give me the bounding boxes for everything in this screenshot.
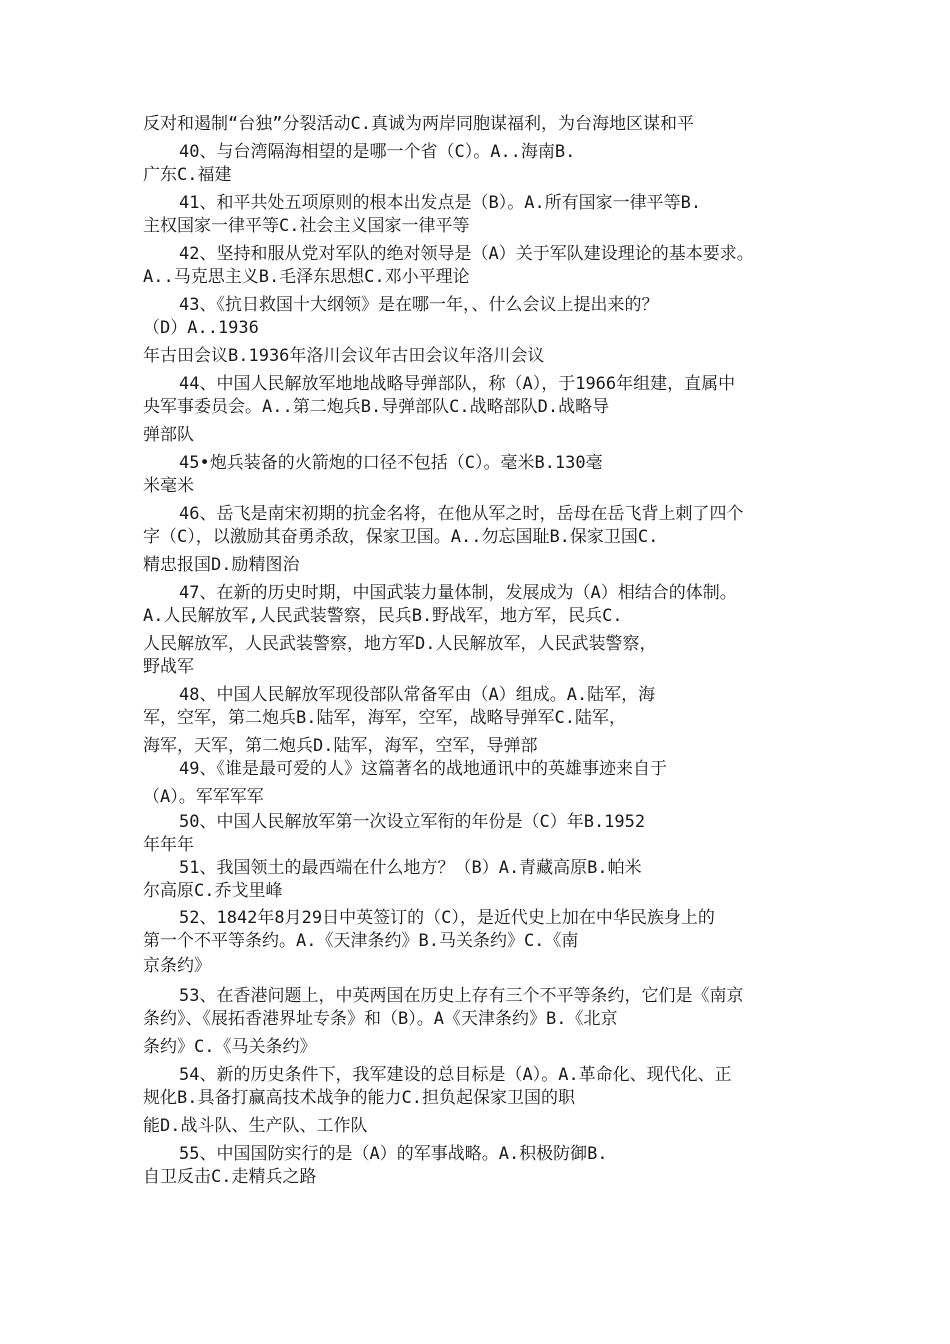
text-line: （A）。军军军军 xyxy=(143,787,264,807)
text-line: 42、坚持和服从党对军队的绝对领导是（A）关于军队建设理论的基本要求。 xyxy=(179,244,754,264)
text-line: 54、新的历史条件下，我军建设的总目标是（A）。A.革命化、现代化、正 xyxy=(179,1065,732,1085)
text-line: 规化B.具备打赢高技术战争的能力C.担负起保家卫国的职 xyxy=(143,1088,575,1108)
text-line: 野战军 xyxy=(143,657,194,677)
text-line: 45•炮兵装备的火箭炮的口径不包括（C）。毫米B.130毫 xyxy=(179,453,603,473)
text-line: 自卫反击C.走精兵之路 xyxy=(143,1167,317,1187)
text-line: 条约》C.《马关条约》 xyxy=(143,1037,317,1057)
text-line: 47、在新的历史时期，中国武装力量体制，发展成为（A）相结合的体制。 xyxy=(179,583,737,603)
text-line: （D）A..1936 xyxy=(143,318,259,338)
text-line: 尔高原C.乔戈里峰 xyxy=(143,881,283,901)
text-line: 52、1842年8月29日中英签订的（C），是近代史上加在中华民族身上的 xyxy=(179,908,715,928)
text-line: 条约》、《展拓香港界址专条》和（B）。A《天津条约》B.《北京 xyxy=(143,1009,618,1029)
text-line: 反对和遏制“台独”分裂活动C.真诚为两岸同胞谋福利，为台海地区谋和平 xyxy=(143,114,694,134)
text-line: 44、中国人民解放军地地战略导弹部队，称（A），于1966年组建，直属中 xyxy=(179,374,736,394)
text-line: 40、与台湾隔海相望的是哪一个省（C）。A..海南B. xyxy=(179,142,576,162)
text-line: 海军，天军，第二炮兵D.陆军，海军，空军，导弹部 xyxy=(143,736,538,756)
text-line: 41、和平共处五项原则的根本出发点是（B）。A.所有国家一律平等B. xyxy=(179,193,702,213)
text-line: 46、岳飞是南宋初期的抗金名将，在他从军之时，岳母在岳飞背上刺了四个 xyxy=(179,504,744,524)
text-line: 弹部队 xyxy=(143,425,194,445)
text-line: 能D.战斗队、生产队、工作队 xyxy=(143,1116,368,1136)
text-line: 主权国家一律平等C.社会主义国家一律平等 xyxy=(143,216,470,236)
text-line: 53、在香港问题上，中英两国在历史上存有三个不平等条约，它们是《南京 xyxy=(179,986,744,1006)
text-line: A..马克思主义B.毛泽东思想C.邓小平理论 xyxy=(143,267,470,287)
text-line: 央军事委员会。A..第二炮兵B.导弹部队C.战略部队D.战略导 xyxy=(143,397,610,417)
text-line: 广东C.福建 xyxy=(143,165,232,185)
text-line: 京条约》 xyxy=(143,956,211,976)
text-line: 48、中国人民解放军现役部队常备军由（A）组成。A.陆军，海 xyxy=(179,685,656,705)
text-line: 43、《抗日救国十大纲领》是在哪一年，、什么会议上提出来的？ xyxy=(179,295,659,315)
text-line: 米毫米 xyxy=(143,476,194,496)
text-line: 军，空军，第二炮兵B.陆军，海军，空军，战略导弹军C.陆军， xyxy=(143,708,626,728)
text-line: 人民解放军，人民武装警察，地方军D.人民解放军，人民武装警察， xyxy=(143,634,657,654)
text-line: 年古田会议B.1936年洛川会议年古田会议年洛川会议 xyxy=(143,346,545,366)
text-line: 精忠报国D.励精图治 xyxy=(143,555,300,575)
text-line: 55、中国国防实行的是（A）的军事战略。A.积极防御B. xyxy=(179,1144,608,1164)
text-line: 51、我国领土的最西端在什么地方？（B）A.青藏高原B.帕米 xyxy=(179,858,642,878)
text-line: 第一个不平等条约。A.《天津条约》B.马关条约》C.《南 xyxy=(143,931,579,951)
text-line: A.人民解放军,人民武装警察，民兵B.野战军，地方军，民兵C. xyxy=(143,606,623,626)
text-line: 50、中国人民解放军第一次设立军衔的年份是（C）年B.1952 xyxy=(179,812,646,832)
text-line: 年年年 xyxy=(143,835,194,855)
text-line: 字（C），以激励其奋勇杀敌，保家卫国。A..勿忘国耻B.保家卫国C. xyxy=(143,527,659,547)
text-line: 49、《谁是最可爱的人》这篇著名的战地通讯中的英雄事迹来自于 xyxy=(179,759,667,779)
